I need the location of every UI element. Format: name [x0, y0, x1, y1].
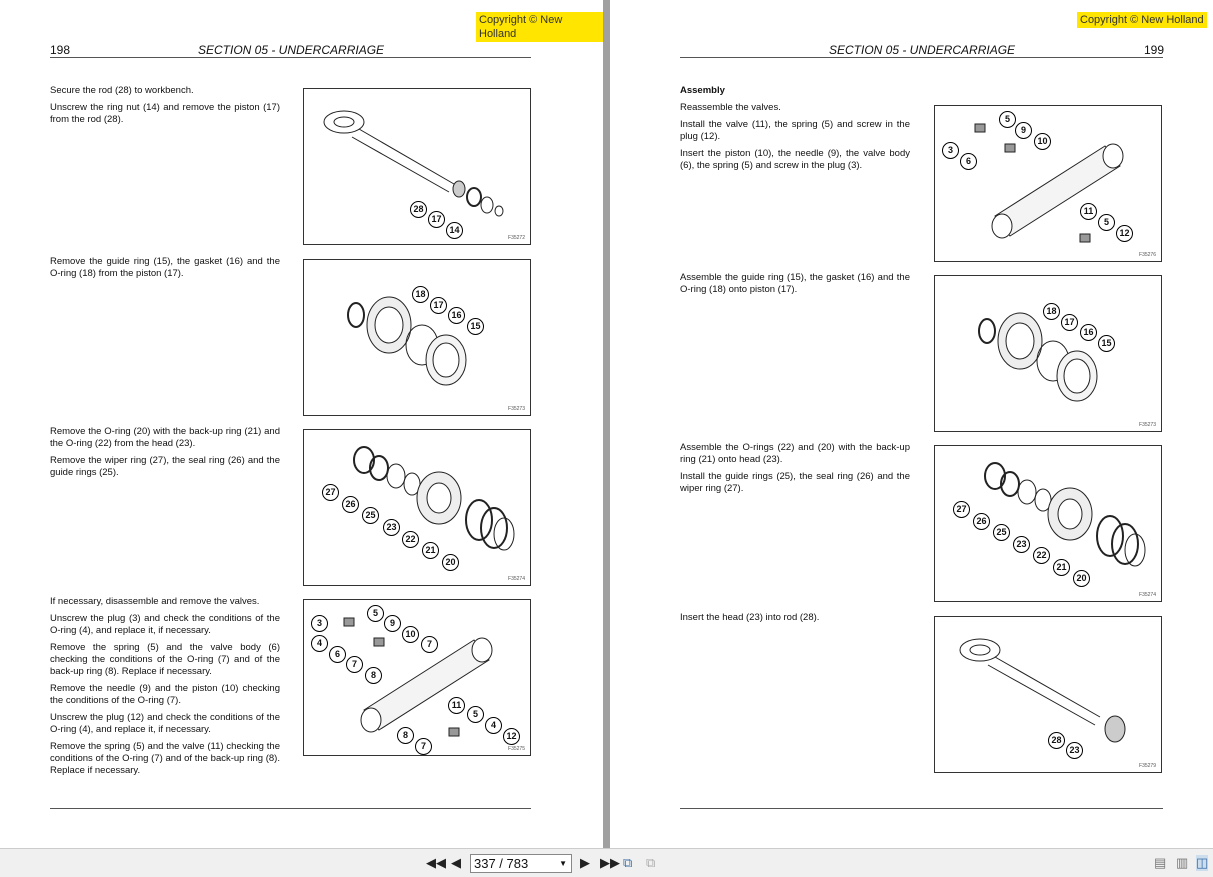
instruction-text: Remove the spring (5) and the valve body (6) checking the conditions of the O-ring (7) and of the back-up ring (8). Replace if necessary.: [50, 642, 280, 677]
diagram-drawing: [304, 430, 532, 587]
header-rule: [50, 57, 531, 58]
diagram-drawing: [304, 89, 532, 246]
exploded-diagram: [934, 275, 1162, 432]
callout-number: 10: [402, 626, 419, 643]
instruction-block: [680, 272, 910, 301]
single-page-icon[interactable]: ▤: [1154, 855, 1167, 870]
instruction-text: Insert the head (23) into rod (28).: [680, 612, 820, 623]
figure-code: F35273: [1139, 422, 1156, 428]
callout-number: 6: [960, 153, 977, 170]
footer-rule: [680, 808, 1163, 809]
instruction-text: Secure the rod (28) to workbench.: [50, 85, 194, 96]
instruction-block: [680, 85, 910, 177]
continuous-page-icon[interactable]: ▥: [1176, 855, 1189, 870]
instruction-block: [50, 426, 280, 484]
callout-number: 12: [503, 728, 520, 745]
section-title: SECTION 05 - UNDERCARRIAGE: [829, 43, 1016, 57]
callout-number: 22: [402, 531, 419, 548]
callout-number: 16: [1080, 324, 1097, 341]
instruction-text: If necessary, disassemble and remove the valves.: [50, 596, 260, 607]
diagram-drawing: [304, 600, 532, 757]
callout-number: 17: [428, 211, 445, 228]
figure-code: F35275: [508, 746, 525, 752]
callout-number: 7: [415, 738, 432, 755]
diagram-drawing: [935, 617, 1163, 774]
instruction-text: Remove the guide ring (15), the gasket (16) and the O-ring (18) from the piston (17).: [50, 256, 280, 279]
callout-number: 9: [384, 615, 401, 632]
callout-number: 27: [322, 484, 339, 501]
figure-code: F35273: [508, 406, 525, 412]
figure-code: F35276: [1139, 252, 1156, 258]
callout-number: 17: [1061, 314, 1078, 331]
callout-number: 11: [1080, 203, 1097, 220]
callout-number: 3: [942, 142, 959, 159]
instruction-text: Remove the needle (9) and the piston (10) checking the conditions of the O-ring (7).: [50, 683, 280, 706]
copyright-badge: Copyright © New Holland: [1077, 12, 1207, 28]
instruction-text: Remove the O-ring (20) with the back-up ring (21) and the O-ring (22) from the head (23).: [50, 426, 280, 449]
callout-number: 20: [1073, 570, 1090, 587]
page-number: 199: [1144, 43, 1165, 57]
instruction-text: Assemble the guide ring (15), the gasket (16) and the O-ring (18) onto piston (17).: [680, 272, 910, 295]
callout-number: 18: [412, 286, 429, 303]
instruction-text: Assemble the O-rings (22) and (20) with the back-up ring (21) onto head (23).: [680, 442, 910, 465]
callout-number: 26: [342, 496, 359, 513]
instruction-text: Unscrew the plug (12) and check the conditions of the O-ring (4), and replace it, if necessary.: [50, 712, 280, 735]
callout-number: 21: [1053, 559, 1070, 576]
callout-number: 15: [1098, 335, 1115, 352]
callout-number: 23: [1066, 742, 1083, 759]
exploded-diagram: [303, 429, 531, 586]
page-number-value: 337 / 783: [474, 856, 529, 871]
callout-number: 10: [1034, 133, 1051, 150]
page-number-field[interactable]: [470, 854, 572, 873]
instruction-text: Remove the wiper ring (27), the seal ring (26) and the guide rings (25).: [50, 455, 280, 478]
instruction-block: [680, 442, 910, 500]
footer-rule: [50, 808, 531, 809]
pdf-toolbar: [0, 848, 1213, 877]
instruction-block: [50, 596, 280, 782]
instruction-text: Install the guide rings (25), the seal ring (26) and the wiper ring (27).: [680, 471, 910, 494]
copyright-badge: Copyright © New Holland: [476, 12, 603, 42]
callout-number: 26: [973, 513, 990, 530]
exploded-diagram: [934, 616, 1162, 773]
section-heading: Assembly: [680, 85, 725, 96]
callout-number: 25: [362, 507, 379, 524]
callout-number: 7: [421, 636, 438, 653]
callout-number: 4: [311, 635, 328, 652]
callout-number: 17: [430, 297, 447, 314]
first-page-button[interactable]: ◀◀: [426, 855, 446, 870]
instruction-text: Unscrew the ring nut (14) and remove the piston (17) from the rod (28).: [50, 102, 280, 125]
callout-number: 4: [485, 717, 502, 734]
callout-number: 5: [467, 706, 484, 723]
diagram-drawing: [935, 276, 1163, 433]
figure-code: F35279: [1139, 763, 1156, 769]
diagram-drawing: [304, 260, 532, 417]
callout-number: 27: [953, 501, 970, 518]
callout-number: 25: [993, 524, 1010, 541]
callout-number: 11: [448, 697, 465, 714]
instruction-text: Install the valve (11), the spring (5) and screw in the plug (12).: [680, 119, 910, 142]
last-page-button[interactable]: ▶▶: [600, 855, 620, 870]
callout-number: 21: [422, 542, 439, 559]
section-title: SECTION 05 - UNDERCARRIAGE: [198, 43, 385, 57]
instruction-block: [680, 612, 910, 629]
instruction-block: [50, 256, 280, 285]
callout-number: 12: [1116, 225, 1133, 242]
callout-number: 5: [367, 605, 384, 622]
exploded-diagram: [934, 105, 1162, 262]
callout-number: 8: [397, 727, 414, 744]
callout-number: 5: [999, 111, 1016, 128]
callout-number: 16: [448, 307, 465, 324]
instruction-text: Insert the piston (10), the needle (9), the valve body (6), the spring (5) and screw in the plug (3).: [680, 148, 910, 171]
figure-code: F35274: [508, 576, 525, 582]
callout-number: 5: [1098, 214, 1115, 231]
callout-number: 8: [365, 667, 382, 684]
callout-number: 18: [1043, 303, 1060, 320]
callout-number: 23: [383, 519, 400, 536]
instruction-text: Remove the spring (5) and the valve (11) checking the conditions of the O-ring (7) and of the back-up ring (8). Replace if necessary.: [50, 741, 280, 776]
callout-number: 3: [311, 615, 328, 632]
header-rule: [680, 57, 1163, 58]
right-page: [610, 0, 1213, 848]
callout-number: 7: [346, 656, 363, 673]
dropdown-icon: ▼: [559, 859, 567, 868]
callout-number: 15: [467, 318, 484, 335]
two-page-icon[interactable]: ◫: [1196, 855, 1209, 870]
instruction-text: Unscrew the plug (3) and check the conditions of the O-ring (4), and replace it, if necessary.: [50, 613, 280, 636]
callout-number: 23: [1013, 536, 1030, 553]
view-mode-alt-icon[interactable]: ⧉: [646, 855, 656, 870]
exploded-diagram: [303, 259, 531, 416]
figure-code: F35274: [1139, 592, 1156, 598]
exploded-diagram: [303, 88, 531, 245]
instruction-text: Reassemble the valves.: [680, 102, 781, 113]
callout-number: 14: [446, 222, 463, 239]
exploded-diagram: [934, 445, 1162, 602]
callout-number: 20: [442, 554, 459, 571]
callout-number: 6: [329, 646, 346, 663]
callout-number: 9: [1015, 122, 1032, 139]
callout-number: 28: [410, 201, 427, 218]
page-number: 198: [50, 43, 71, 57]
diagram-drawing: [935, 446, 1163, 603]
exploded-diagram: [303, 599, 531, 756]
instruction-block: [50, 85, 280, 131]
view-mode-icon[interactable]: ⧉: [623, 855, 633, 870]
figure-code: F35272: [508, 235, 525, 241]
callout-number: 28: [1048, 732, 1065, 749]
left-page: [0, 0, 603, 848]
prev-page-button[interactable]: ◀: [451, 855, 461, 870]
callout-number: 22: [1033, 547, 1050, 564]
next-page-button[interactable]: ▶: [580, 855, 590, 870]
